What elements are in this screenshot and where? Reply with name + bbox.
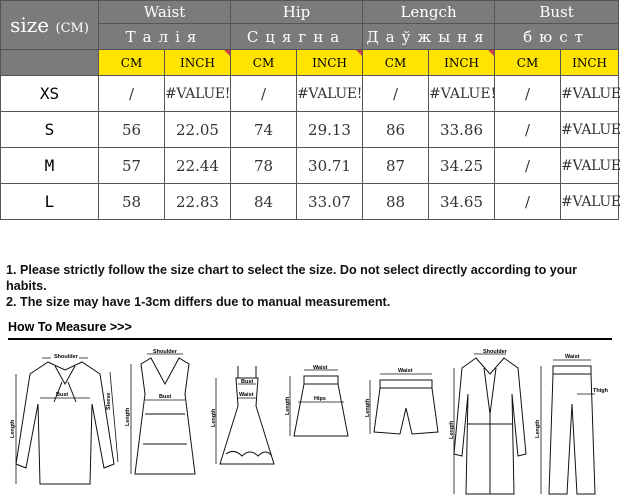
table-row — [1, 112, 619, 148]
trousers-diagram — [535, 344, 615, 499]
unit-header: CM — [231, 50, 297, 76]
table-cell: 34.25 — [429, 148, 495, 184]
unit-header: CM — [99, 50, 165, 76]
shorts-diagram — [366, 344, 446, 494]
table-cell: 58 — [99, 184, 165, 220]
table-cell: 88 — [363, 184, 429, 220]
hip-header: Hip — [231, 1, 363, 24]
table-cell: 87 — [363, 148, 429, 184]
dress-diagram — [212, 344, 282, 494]
how-to-measure-title: How To Measure >>> — [8, 320, 132, 334]
comment-marker-icon — [224, 50, 230, 56]
how-to-measure-header — [8, 320, 612, 334]
length-label: Length — [10, 419, 16, 438]
waist-label: Waist — [565, 354, 580, 360]
hip-local-header: Сцягна — [231, 24, 363, 50]
table-cell: 30.71 — [297, 148, 363, 184]
unit-spacer — [1, 50, 99, 76]
table-row — [1, 76, 619, 112]
bust-header: Bust — [495, 1, 619, 24]
blouse-diagram — [10, 344, 120, 494]
table-cell: / — [495, 76, 561, 112]
table-cell: / — [495, 112, 561, 148]
length-label: Length — [285, 396, 291, 415]
table-cell: 86 — [363, 112, 429, 148]
table-cell: #VALUE — [561, 148, 619, 184]
waist-label: Waist — [398, 368, 413, 374]
table-cell: #VALUE! — [429, 76, 495, 112]
size-corner-header: size (CM) — [1, 1, 99, 50]
table-cell: 78 — [231, 148, 297, 184]
table-cell: 56 — [99, 112, 165, 148]
size-label: L — [1, 184, 99, 220]
table-cell: 33.86 — [429, 112, 495, 148]
shoulder-label: Shoulder — [483, 349, 507, 355]
unit-header: CM — [495, 50, 561, 76]
waist-header: Waist — [99, 1, 231, 24]
table-cell: / — [363, 76, 429, 112]
table-cell: / — [495, 148, 561, 184]
size-label: M — [1, 148, 99, 184]
table-cell: 29.13 — [297, 112, 363, 148]
table-row — [1, 184, 619, 220]
size-label: XS — [1, 76, 99, 112]
unit-header: INCH — [165, 50, 231, 76]
shoulder-label: Shoulder — [153, 349, 177, 355]
waist-label: Waist — [239, 392, 254, 398]
note-2: 2. The size may have 1-3cm differs due to manual measurement. — [6, 295, 391, 309]
table-cell: / — [231, 76, 297, 112]
table-cell: #VALUE! — [297, 76, 363, 112]
divider — [8, 338, 612, 340]
shoulder-label: Shoulder — [54, 354, 78, 360]
table-cell: 33.07 — [297, 184, 363, 220]
length-label: Length — [535, 419, 541, 438]
comment-marker-icon — [356, 50, 362, 56]
size-chart-table — [0, 0, 619, 220]
table-cell: 57 — [99, 148, 165, 184]
skirt-diagram — [286, 344, 356, 494]
size-label: S — [1, 112, 99, 148]
waist-label: Waist — [313, 365, 328, 371]
table-cell: 22.05 — [165, 112, 231, 148]
unit-header: INCH — [429, 50, 495, 76]
coat-diagram — [450, 344, 530, 499]
comment-marker-icon — [488, 50, 494, 56]
unit-header: INCH — [561, 50, 619, 76]
bust-local-header: бюст — [495, 24, 619, 50]
bust-label: Bust — [241, 379, 254, 385]
note-1: 1. Please strictly follow the size chart to select the size. Do not select directly according to your habits. — [6, 263, 578, 293]
table-cell: / — [99, 76, 165, 112]
length-label: Length — [449, 420, 455, 439]
table-cell: #VALUE! — [165, 76, 231, 112]
table-cell: 22.44 — [165, 148, 231, 184]
table-cell: 74 — [231, 112, 297, 148]
table-cell: #VALUE — [561, 76, 619, 112]
size-notes — [6, 262, 616, 310]
unit-header: INCH — [297, 50, 363, 76]
length-label: Length — [211, 408, 217, 427]
table-cell: #VALUE — [561, 112, 619, 148]
length-header: Lengch — [363, 1, 495, 24]
sleeve-label: Sleeve — [106, 392, 112, 410]
bust-label: Bust — [159, 394, 172, 400]
length-label: Length — [125, 407, 131, 426]
measure-diagrams — [0, 344, 618, 503]
bust-label: Bust — [56, 392, 69, 398]
length-local-header: Даўжыня — [363, 24, 495, 50]
waist-local-header: Талія — [99, 24, 231, 50]
unit-header: CM — [363, 50, 429, 76]
vest-diagram — [125, 344, 205, 494]
thigh-label: Thigh — [593, 388, 608, 394]
table-cell: 22.83 — [165, 184, 231, 220]
table-cell: 34.65 — [429, 184, 495, 220]
hips-label: Hips — [314, 396, 326, 402]
table-row — [1, 148, 619, 184]
table-cell: #VALUE — [561, 184, 619, 220]
table-cell: 84 — [231, 184, 297, 220]
length-label: Length — [365, 398, 371, 417]
table-cell: / — [495, 184, 561, 220]
